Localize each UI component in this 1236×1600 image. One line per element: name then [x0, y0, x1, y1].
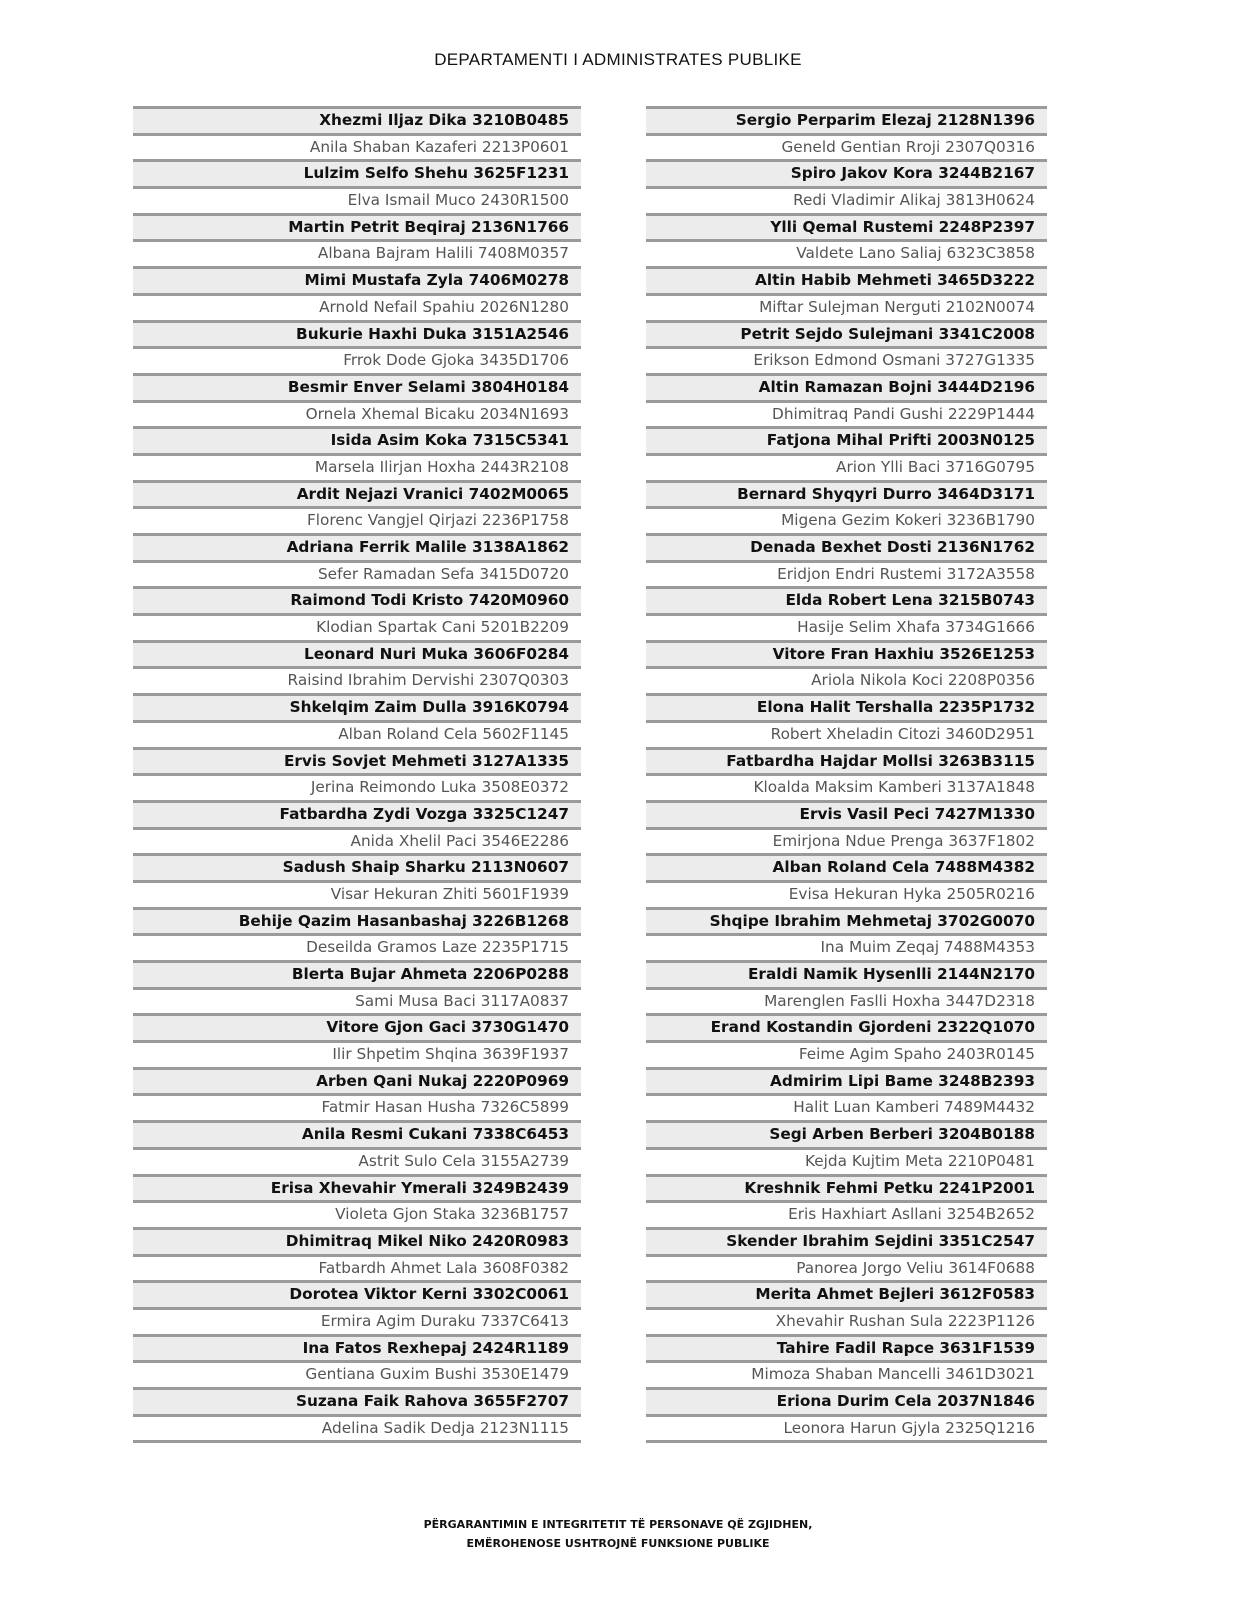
list-item: Shkelqim Zaim Dulla 3916K0794 — [133, 696, 581, 723]
list-item: Sadush Shaip Sharku 2113N0607 — [133, 856, 581, 883]
list-item: Anila Shaban Kazaferi 2213P0601 — [133, 136, 581, 163]
list-item: Miftar Sulejman Nerguti 2102N0074 — [646, 296, 1047, 323]
list-item: Eraldi Namik Hysenlli 2144N2170 — [646, 963, 1047, 990]
list-item: Robert Xheladin Citozi 3460D2951 — [646, 723, 1047, 750]
list-item: Valdete Lano Saliaj 6323C3858 — [646, 242, 1047, 269]
list-item: Evisa Hekuran Hyka 2505R0216 — [646, 883, 1047, 910]
list-item: Marenglen Faslli Hoxha 3447D2318 — [646, 990, 1047, 1017]
list-item: Shqipe Ibrahim Mehmetaj 3702G0070 — [646, 910, 1047, 937]
list-item: Gentiana Guxim Bushi 3530E1479 — [133, 1363, 581, 1390]
list-item: Ervis Sovjet Mehmeti 3127A1335 — [133, 750, 581, 777]
list-item: Dhimitraq Pandi Gushi 2229P1444 — [646, 403, 1047, 430]
footer-line-2: EMËROHENOSE USHTROJNË FUNKSIONE PUBLIKE — [466, 1537, 770, 1550]
left-name-list — [133, 106, 581, 1443]
list-item: Kejda Kujtim Meta 2210P0481 — [646, 1150, 1047, 1177]
list-item: Spiro Jakov Kora 3244B2167 — [646, 162, 1047, 189]
list-item: Fatjona Mihal Prifti 2003N0125 — [646, 429, 1047, 456]
list-item: Martin Petrit Beqiraj 2136N1766 — [133, 216, 581, 243]
list-item: Ervis Vasil Peci 7427M1330 — [646, 803, 1047, 830]
list-item: Arben Qani Nukaj 2220P0969 — [133, 1070, 581, 1097]
list-item: Behije Qazim Hasanbashaj 3226B1268 — [133, 910, 581, 937]
list-item: Eris Haxhiart Asllani 3254B2652 — [646, 1203, 1047, 1230]
list-item: Geneld Gentian Rroji 2307Q0316 — [646, 136, 1047, 163]
list-item: Alban Roland Cela 5602F1145 — [133, 723, 581, 750]
footer-line-1: PËRGARANTIMIN E INTEGRITETIT TË PERSONAVE QË ZGJIDHEN, — [423, 1518, 813, 1531]
list-item: Hasije Selim Xhafa 3734G1666 — [646, 616, 1047, 643]
list-item: Dorotea Viktor Kerni 3302C0061 — [133, 1283, 581, 1310]
list-item: Anila Resmi Cukani 7338C6453 — [133, 1123, 581, 1150]
list-item: Anida Xhelil Paci 3546E2286 — [133, 830, 581, 857]
list-item: Merita Ahmet Bejleri 3612F0583 — [646, 1283, 1047, 1310]
list-item: Kloalda Maksim Kamberi 3137A1848 — [646, 776, 1047, 803]
list-item: Altin Ramazan Bojni 3444D2196 — [646, 376, 1047, 403]
list-item: Skender Ibrahim Sejdini 3351C2547 — [646, 1230, 1047, 1257]
list-item: Ornela Xhemal Bicaku 2034N1693 — [133, 403, 581, 430]
list-item: Ina Muim Zeqaj 7488M4353 — [646, 936, 1047, 963]
list-item: Frrok Dode Gjoka 3435D1706 — [133, 349, 581, 376]
list-item: Isida Asim Koka 7315C5341 — [133, 429, 581, 456]
list-item: Lulzim Selfo Shehu 3625F1231 — [133, 162, 581, 189]
list-item: Adriana Ferrik Malile 3138A1862 — [133, 536, 581, 563]
list-item: Dhimitraq Mikel Niko 2420R0983 — [133, 1230, 581, 1257]
list-item: Albana Bajram Halili 7408M0357 — [133, 242, 581, 269]
right-name-list — [646, 106, 1047, 1443]
list-item: Besmir Enver Selami 3804H0184 — [133, 376, 581, 403]
list-item: Arion Ylli Baci 3716G0795 — [646, 456, 1047, 483]
list-item: Klodian Spartak Cani 5201B2209 — [133, 616, 581, 643]
list-item: Vitore Gjon Gaci 3730G1470 — [133, 1016, 581, 1043]
list-item: Admirim Lipi Bame 3248B2393 — [646, 1070, 1047, 1097]
list-item: Elda Robert Lena 3215B0743 — [646, 589, 1047, 616]
list-item: Redi Vladimir Alikaj 3813H0624 — [646, 189, 1047, 216]
list-item: Blerta Bujar Ahmeta 2206P0288 — [133, 963, 581, 990]
list-item: Mimoza Shaban Mancelli 3461D3021 — [646, 1363, 1047, 1390]
list-item: Petrit Sejdo Sulejmani 3341C2008 — [646, 323, 1047, 350]
list-item: Ermira Agim Duraku 7337C6413 — [133, 1310, 581, 1337]
page-footer — [0, 1515, 1236, 1553]
list-item: Violeta Gjon Staka 3236B1757 — [133, 1203, 581, 1230]
list-item: Elona Halit Tershalla 2235P1732 — [646, 696, 1047, 723]
list-item: Xhezmi Iljaz Dika 3210B0485 — [133, 109, 581, 136]
list-item: Kreshnik Fehmi Petku 2241P2001 — [646, 1177, 1047, 1204]
list-item: Mimi Mustafa Zyla 7406M0278 — [133, 269, 581, 296]
list-item: Ina Fatos Rexhepaj 2424R1189 — [133, 1337, 581, 1364]
list-item: Erikson Edmond Osmani 3727G1335 — [646, 349, 1047, 376]
list-item: Visar Hekuran Zhiti 5601F1939 — [133, 883, 581, 910]
list-item: Leonora Harun Gjyla 2325Q1216 — [646, 1417, 1047, 1444]
list-item: Fatbardh Ahmet Lala 3608F0382 — [133, 1257, 581, 1284]
list-item: Arnold Nefail Spahiu 2026N1280 — [133, 296, 581, 323]
list-item: Bernard Shyqyri Durro 3464D3171 — [646, 483, 1047, 510]
list-item: Ardit Nejazi Vranici 7402M0065 — [133, 483, 581, 510]
list-item: Sefer Ramadan Sefa 3415D0720 — [133, 563, 581, 590]
list-item: Fatmir Hasan Husha 7326C5899 — [133, 1096, 581, 1123]
list-item: Leonard Nuri Muka 3606F0284 — [133, 643, 581, 670]
page-title: DEPARTAMENTI I ADMINISTRATES PUBLIKE — [434, 50, 802, 69]
list-item: Florenc Vangjel Qirjazi 2236P1758 — [133, 509, 581, 536]
list-item: Adelina Sadik Dedja 2123N1115 — [133, 1417, 581, 1444]
list-item: Bukurie Haxhi Duka 3151A2546 — [133, 323, 581, 350]
list-item: Emirjona Ndue Prenga 3637F1802 — [646, 830, 1047, 857]
list-item: Panorea Jorgo Veliu 3614F0688 — [646, 1257, 1047, 1284]
list-item: Eriona Durim Cela 2037N1846 — [646, 1390, 1047, 1417]
list-item: Raimond Todi Kristo 7420M0960 — [133, 589, 581, 616]
list-item: Sami Musa Baci 3117A0837 — [133, 990, 581, 1017]
list-item: Deseilda Gramos Laze 2235P1715 — [133, 936, 581, 963]
list-item: Segi Arben Berberi 3204B0188 — [646, 1123, 1047, 1150]
list-item: Xhevahir Rushan Sula 2223P1126 — [646, 1310, 1047, 1337]
list-item: Astrit Sulo Cela 3155A2739 — [133, 1150, 581, 1177]
list-item: Alban Roland Cela 7488M4382 — [646, 856, 1047, 883]
list-item: Erisa Xhevahir Ymerali 3249B2439 — [133, 1177, 581, 1204]
list-item: Erand Kostandin Gjordeni 2322Q1070 — [646, 1016, 1047, 1043]
list-item: Migena Gezim Kokeri 3236B1790 — [646, 509, 1047, 536]
list-item: Tahire Fadil Rapce 3631F1539 — [646, 1337, 1047, 1364]
list-item: Vitore Fran Haxhiu 3526E1253 — [646, 643, 1047, 670]
list-item: Ilir Shpetim Shqina 3639F1937 — [133, 1043, 581, 1070]
list-item: Jerina Reimondo Luka 3508E0372 — [133, 776, 581, 803]
list-item: Fatbardha Zydi Vozga 3325C1247 — [133, 803, 581, 830]
list-item: Sergio Perparim Elezaj 2128N1396 — [646, 109, 1047, 136]
list-item: Denada Bexhet Dosti 2136N1762 — [646, 536, 1047, 563]
list-item: Elva Ismail Muco 2430R1500 — [133, 189, 581, 216]
list-item: Marsela Ilirjan Hoxha 2443R2108 — [133, 456, 581, 483]
list-item: Ylli Qemal Rustemi 2248P2397 — [646, 216, 1047, 243]
list-item: Feime Agim Spaho 2403R0145 — [646, 1043, 1047, 1070]
list-item: Halit Luan Kamberi 7489M4432 — [646, 1096, 1047, 1123]
list-item: Eridjon Endri Rustemi 3172A3558 — [646, 563, 1047, 590]
list-item: Ariola Nikola Koci 2208P0356 — [646, 669, 1047, 696]
list-item: Altin Habib Mehmeti 3465D3222 — [646, 269, 1047, 296]
list-item: Suzana Faik Rahova 3655F2707 — [133, 1390, 581, 1417]
list-item: Fatbardha Hajdar Mollsi 3263B3115 — [646, 750, 1047, 777]
list-item: Raisind Ibrahim Dervishi 2307Q0303 — [133, 669, 581, 696]
